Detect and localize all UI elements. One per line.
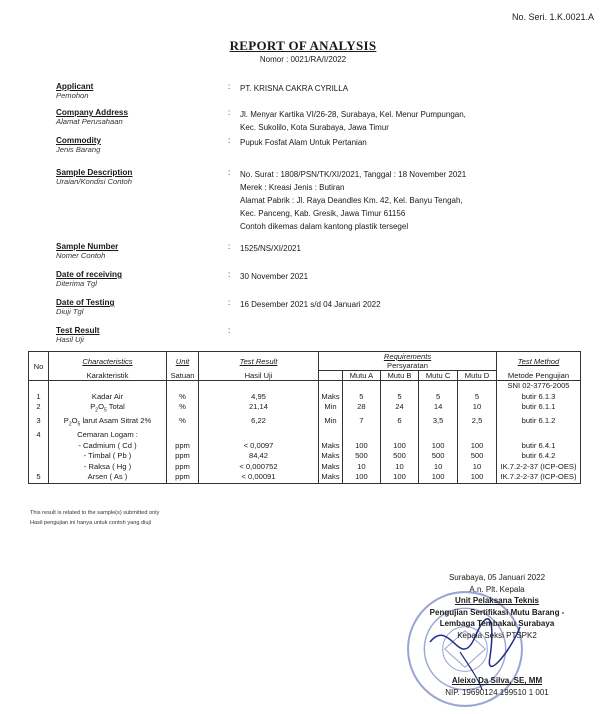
field-value-line: No. Surat : 1808/PSN/TK/XI/2021, Tanggal : 18 November 2021 — [240, 170, 467, 179]
col-unit-id: Satuan — [167, 371, 199, 381]
cell-mutu-b: 10 — [380, 462, 418, 473]
colon: : — [228, 298, 231, 307]
cell-characteristic: Kadar Air — [49, 392, 167, 403]
field-value-line: Alamat Pabrik : Jl. Raya Deandles Km. 42, Kel. Banyu Tengah, — [240, 196, 463, 205]
field-row — [56, 168, 596, 231]
cell-mutu-a: 5 — [343, 392, 381, 403]
cell-method: butir 6.1.1 — [497, 402, 581, 416]
col-test-result: Test Result — [199, 352, 319, 371]
field-label: Sample Number — [56, 242, 119, 251]
cell-mutu-a: 500 — [343, 451, 381, 462]
col-test-method-id: Metode Pengujian — [497, 371, 581, 381]
cell-mutu-a: 10 — [343, 462, 381, 473]
colon: : — [228, 136, 231, 145]
field-value-line: Kec. Sukolilo, Kota Surabaya, Jawa Timur — [240, 123, 389, 132]
cell-method — [497, 430, 581, 441]
col-characteristics-id: Karakteristik — [49, 371, 167, 381]
cell-no: 2 — [29, 402, 49, 416]
field-label: Sample Description — [56, 168, 133, 177]
cell-no: 3 — [29, 416, 49, 430]
cell-no — [29, 441, 49, 452]
cell-limit: Maks — [319, 462, 343, 473]
cell-no: 4 — [29, 430, 49, 441]
cell-mutu-d: 5 — [458, 392, 497, 403]
serial-number: No. Seri. 1.K.0021.A — [511, 12, 594, 22]
field-value-line: 30 November 2021 — [240, 272, 309, 281]
cell-characteristic: $P_2O_5$ larut Asam Sitrat 2% — [49, 416, 167, 430]
cell-method: IK.7.2-2-37 (ICP-OES) — [497, 462, 581, 473]
field-label: Date of receiving — [56, 270, 122, 279]
cell-mutu-d: 500 — [458, 451, 497, 462]
col-characteristics: Characteristics — [49, 352, 167, 371]
cell-mutu-b: 24 — [380, 402, 418, 416]
cell-result: < 0,000752 — [199, 462, 319, 473]
cell-unit: % — [167, 416, 199, 430]
cell-result: < 0,00091 — [199, 472, 319, 483]
field-value — [240, 108, 466, 134]
cell-method: butir 6.1.2 — [497, 416, 581, 430]
field-row — [56, 108, 596, 132]
field-value-line: 16 Desember 2021 s/d 04 Januari 2022 — [240, 300, 381, 309]
colon: : — [228, 270, 231, 279]
field-row — [56, 242, 596, 260]
cell-characteristic: $P_2O_5$ Total — [49, 402, 167, 416]
field-label-id: Alamat Perusahaan — [56, 117, 123, 126]
field-label: Applicant — [56, 82, 94, 91]
signature-block — [412, 572, 582, 698]
cell-mutu-d: 100 — [458, 441, 497, 452]
cell-mutu-c: 14 — [419, 402, 458, 416]
field-row — [56, 136, 596, 154]
sign-dept2: Lembaga Tembakau Surabaya — [439, 619, 555, 628]
col-limit — [319, 371, 343, 381]
cell-mutu-b: 100 — [380, 441, 418, 452]
col-requirements-id: Persyaratan — [319, 361, 497, 371]
cell-characteristic: - Raksa ( Hg ) — [49, 462, 167, 473]
field-row — [56, 270, 596, 288]
table-row — [29, 441, 581, 452]
cell-method: butir 6.4.2 — [497, 451, 581, 462]
col-test-method: Test Method — [497, 352, 581, 371]
cell-result — [199, 430, 319, 441]
cell-result: 84,42 — [199, 451, 319, 462]
cell-mutu-b: 6 — [380, 416, 418, 430]
cell-mutu-c: 500 — [419, 451, 458, 462]
cell-mutu-c: 5 — [419, 392, 458, 403]
field-value-line: Contoh dikemas dalam kantong plastik tersegel — [240, 222, 409, 231]
field-value — [240, 82, 348, 95]
field-value-line: Pupuk Fosfat Alam Untuk Pertanian — [240, 138, 367, 147]
sign-place-date: Surabaya, 05 Januari 2022 — [448, 573, 546, 582]
field-value-line: Merek : Kreasi Jenis : Butiran — [240, 183, 345, 192]
cell-mutu-d: 10 — [458, 402, 497, 416]
sign-unit: Unit Pelaksana Teknis — [455, 596, 539, 605]
cell-mutu-c: 100 — [419, 441, 458, 452]
results-table — [28, 351, 581, 484]
cell-unit: ppm — [167, 462, 199, 473]
cell-mutu-a — [343, 430, 381, 441]
col-mutu-d: Mutu D — [458, 371, 497, 381]
field-value — [240, 298, 381, 311]
colon: : — [228, 168, 231, 177]
cell-method: butir 6.1.3 — [497, 392, 581, 403]
col-test-result-id: Hasil Uji — [199, 371, 319, 381]
cell-mutu-a: 100 — [343, 472, 381, 483]
cell-mutu-c: 3,5 — [419, 416, 458, 430]
table-row — [29, 472, 581, 483]
field-row — [56, 82, 596, 100]
sign-dept1: Pengujian Sertifikasi Mutu Barang - — [429, 607, 565, 617]
report-title: REPORT OF ANALYSIS — [229, 38, 377, 53]
colon: : — [228, 82, 231, 91]
cell-no: 5 — [29, 472, 49, 483]
method-standard: SNI 02-3776-2005 — [497, 381, 581, 392]
cell-mutu-c: 10 — [419, 462, 458, 473]
table-row — [29, 451, 581, 462]
cell-no — [29, 462, 49, 473]
sign-an: A.n. Plt. Kepala — [469, 584, 525, 594]
cell-unit: ppm — [167, 472, 199, 483]
field-value-line: 1525/NS/XI/2021 — [240, 244, 301, 253]
cell-mutu-a: 7 — [343, 416, 381, 430]
field-label-id: Diterima Tgl — [56, 279, 97, 288]
cell-mutu-a: 100 — [343, 441, 381, 452]
field-label-id: Uraian/Kondisi Contoh — [56, 177, 132, 186]
cell-characteristic: - Cadmium ( Cd ) — [49, 441, 167, 452]
table-row — [29, 430, 581, 441]
cell-mutu-b: 5 — [380, 392, 418, 403]
cell-result: 4,95 — [199, 392, 319, 403]
cell-mutu-c: 100 — [419, 472, 458, 483]
cell-mutu-d: 10 — [458, 462, 497, 473]
cell-mutu-d: 2,5 — [458, 416, 497, 430]
field-label-id: Hasil Uji — [56, 335, 84, 344]
field-row — [56, 326, 596, 344]
cell-limit: Maks — [319, 392, 343, 403]
cell-mutu-b — [380, 430, 418, 441]
col-mutu-c: Mutu C — [419, 371, 458, 381]
cell-limit: Maks — [319, 451, 343, 462]
sign-section: Kepala Seksi PTSPK2 — [457, 630, 537, 640]
cell-mutu-c — [419, 430, 458, 441]
field-label: Date of Testing — [56, 298, 115, 307]
cell-no — [29, 451, 49, 462]
note-id: Hasil pengujian ini hanya untuk contoh yang diuji — [30, 520, 151, 526]
cell-unit: % — [167, 392, 199, 403]
col-mutu-a: Mutu A — [343, 371, 381, 381]
note-en: This result is related to the sample(s) submitted only — [30, 510, 160, 516]
cell-unit: ppm — [167, 441, 199, 452]
sign-name: Aleixo Da Silva, SE, MM — [451, 676, 543, 685]
colon: : — [228, 108, 231, 117]
field-value-line: Kec. Panceng, Kab. Gresik, Jawa Timur 61156 — [240, 209, 406, 218]
field-label: Company Address — [56, 108, 129, 117]
cell-result: < 0,0097 — [199, 441, 319, 452]
sign-nip: NIP. 19690124 199510 1 001 — [445, 687, 549, 697]
field-value — [240, 242, 301, 255]
cell-mutu-a: 28 — [343, 402, 381, 416]
cell-limit — [319, 430, 343, 441]
field-value — [240, 136, 367, 149]
table-row — [29, 462, 581, 473]
table-row — [29, 392, 581, 403]
field-label-id: Jenis Barang — [56, 145, 101, 154]
cell-method: butir 6.4.1 — [497, 441, 581, 452]
field-row — [56, 298, 596, 316]
field-label: Commodity — [56, 136, 102, 145]
cell-characteristic: Cemaran Logam : — [49, 430, 167, 441]
cell-mutu-b: 500 — [380, 451, 418, 462]
table-row — [29, 416, 581, 430]
field-label-id: Nomer Contoh — [56, 251, 106, 260]
field-value — [240, 168, 466, 233]
cell-limit: Maks — [319, 441, 343, 452]
cell-unit: ppm — [167, 451, 199, 462]
field-value — [240, 270, 308, 283]
cell-limit: Min — [319, 416, 343, 430]
col-no: No — [29, 352, 49, 381]
col-mutu-b: Mutu B — [380, 371, 418, 381]
cell-limit: Min — [319, 402, 343, 416]
field-label: Test Result — [56, 326, 100, 335]
col-requirements: Requirements — [319, 352, 497, 362]
cell-no: 1 — [29, 392, 49, 403]
cell-result: 21,14 — [199, 402, 319, 416]
cell-mutu-d: 100 — [458, 472, 497, 483]
table-row — [29, 402, 581, 416]
cell-unit: % — [167, 402, 199, 416]
cell-characteristic: - Timbal ( Pb ) — [49, 451, 167, 462]
report-number: Nomor : 0021/RA/I/2022 — [259, 55, 347, 64]
field-value-line: Jl. Menyar Kartika VI/26-28, Surabaya, Kel. Menur Pumpungan, — [240, 110, 466, 119]
cell-mutu-d — [458, 430, 497, 441]
cell-method: IK.7.2-2-37 (ICP-OES) — [497, 472, 581, 483]
field-value-line: PT. KRISNA CAKRA CYRILLA — [240, 84, 349, 93]
field-label-id: Pemohon — [56, 91, 89, 100]
cell-mutu-b: 100 — [380, 472, 418, 483]
cell-result: 6,22 — [199, 416, 319, 430]
colon: : — [228, 242, 231, 251]
cell-characteristic: Arsen ( As ) — [49, 472, 167, 483]
colon: : — [228, 326, 231, 335]
cell-unit — [167, 430, 199, 441]
cell-limit: Maks — [319, 472, 343, 483]
col-unit: Unit — [167, 352, 199, 371]
field-label-id: Diuji Tgl — [56, 307, 84, 316]
